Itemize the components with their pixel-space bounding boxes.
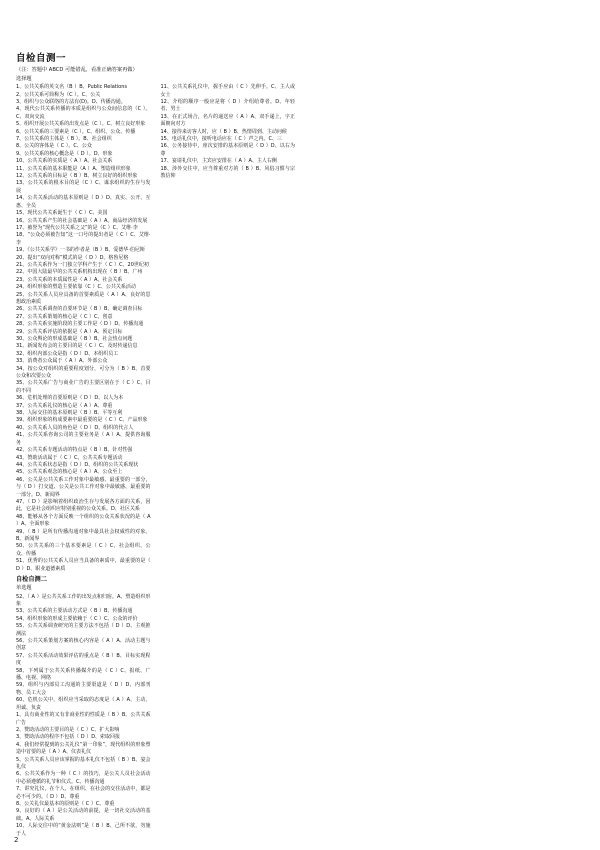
question-item: 24、组织形象的塑造主要依靠（C ）C、公共关系活动 (16, 284, 136, 291)
page-title: 自检自测一 (16, 53, 67, 64)
question-item: 18、“公众必须被告知”这一口号的提出者是（ C ）C、艾维·李 (16, 232, 151, 246)
question-item: 6、公共关系作为一种（ C ）的技巧，是公关人员社会活动中必须遵循的礼节和仪式。C、传播沟通 (16, 771, 151, 785)
question-item: 4、我们经常提到的公关礼仪“第一印象”，现代组织的形象塑造中首要的是（ A ）A、仪表礼仪 (16, 741, 151, 756)
question-item: 5、公共关系人员应该掌握的基本礼仪不包括（ B ）B、宴会礼仪 (16, 756, 151, 770)
question-item: 9、公共关系的核心概念是（ D ）。D、形象 (16, 150, 113, 157)
question-item: 60、危机公关中，组织应当采取的态度是（ A ）A、主动、坦诚、负责 (16, 697, 151, 711)
question-item: 10、人际交往中的“黄金法则”是（ B ）B、己所不欲，勿施于人 (16, 823, 151, 837)
section2-label: 单选题 (16, 585, 32, 591)
question-item: 2、公共关系可简称为（C ）。C、公关 (16, 91, 101, 98)
question-item: 34、按公众对组织的重要程度划分，可分为（ B ）B、首要公众和次要公众 (16, 365, 151, 380)
question-item: 21、公共关系作为一门独立学科产生于（ C ）C、20世纪初 (16, 261, 149, 268)
question-item: 1、具有商业性的又有非商业性的性质是（ B ）B、公共关系广告 (16, 712, 151, 726)
question-item: 4、现代公共关系传播的本质是组织与公众间信息的（C ）。C、双向交流 (16, 106, 151, 120)
title-note: （注：答题中 ABCD 可能错乱，看准正确答案再做） (16, 67, 138, 73)
question-item: 17、宴请礼仪中，主宾应安排在（ A ）A、主人右侧 (160, 158, 277, 165)
question-item: 7、公共关系的主体是（ B ）。B、社会组织 (16, 136, 112, 143)
question-item: 20、提出“双向对称”模式的是（ D ）D、格鲁尼格 (16, 254, 129, 261)
question-item: 45、公共关系观念的核心是（ A ）A、公众至上 (16, 469, 123, 476)
question-item: 57、公共关系活动效果评估的重点是（ B ）B、目标实现程度 (16, 652, 151, 667)
question-item: 17、被誉为“现代公共关系之父”的是（C ）C、艾维·李 (16, 224, 138, 231)
question-item: 43、赞助活动属于（ C ）C、公共关系专题活动 (16, 454, 123, 461)
question-item: 3、赞助活动的程序不包括（ D ）D、索取回报 (16, 734, 121, 741)
question-item: 8、公关的客体是（ C ）。C、公众 (16, 143, 92, 150)
question-item: 42、公共关系专题活动的特点是（ B ）B、针对性强 (16, 447, 133, 454)
question-item: 50、公共关系的三个基本要素是（ C ）C、社会组织、公众、传播 (16, 543, 151, 557)
question-item: 44、公共关系状态是指（ D ）D、组织的公共关系现状 (16, 461, 139, 468)
question-item: 38、人际交往的基本原则是（ B ）B、平等互利 (16, 410, 123, 417)
question-item: 40、公共关系人员的角色是（ D ）D、组织的代言人 (16, 424, 134, 431)
question-item: 47、（ D ）是影响着组织政治生存与发展各方面的关系，因此，它是社会组织应特别重视的公众关系。D、社区关系 (16, 498, 151, 513)
question-item: 7、讲究礼仪，在个人、在组织、在社会的交往活动中，都是必不可少的。（ D ）D、尊重 (16, 786, 151, 800)
question-item: 6、公共关系的三要素是（C ）。C、组织、公众、传播 (16, 128, 136, 135)
question-item: 16、公务接待中，座次安排的基本原则是（ D ）D、以右为尊 (160, 143, 295, 157)
question-item: 31、新闻发布会的主要目的是（ C ）C、及时传递信息 (16, 343, 138, 350)
question-columns (16, 84, 584, 844)
question-item: 12、公共关系的目标是（ B ）B、树立良好的组织形象 (16, 173, 138, 180)
question-item: 22、中国大陆最早的公共关系机构出现在（ B ）B、广州 (16, 269, 143, 276)
question-item: 56、公共关系策划方案的核心内容是（ A ）A、活动主题与创意 (16, 638, 151, 652)
question-item: 26、公共关系调查的首要环节是（ B ）B、确定调查目标 (16, 306, 143, 313)
question-item: 12、介绍的顺序一般应是将（ D ）介绍给尊者。D、年轻者、男士 (160, 99, 295, 113)
question-item: 9、良好的（ A ）是公关活动的前提，是一切社交活动的基础。A、人际关系 (16, 808, 151, 822)
question-item: 2、赞助活动的主要目的是（ C ）C、扩大影响 (16, 726, 120, 733)
question-item: 13、公共关系的根本目的是（C ）C、谋求组织的生存与发展 (16, 180, 151, 194)
question-item: 54、组织形象的形成主要依赖于（ C ）C、公众的评价 (16, 615, 138, 622)
page-number: 2 (14, 836, 19, 844)
question-item: 27、公共关系策划的核心是（ C ）C、创意 (16, 313, 113, 320)
question-item: 33、消费者公众属于（ A ）A、外部公众 (16, 358, 108, 365)
question-item: 5、组织开展公共关系的出发点是（C ）。C、树立良好形象 (16, 121, 146, 128)
question-item: 14、接待来访客人时，应（ B ）B、热情周到、主动问候 (160, 128, 287, 135)
question-item: 49、（ B ）是所有传播沟通对象中最具社会权威性的对象。B、新闻界 (16, 528, 151, 542)
question-item: 48、能够从各个方面反映一个组织的公众关系状况的是（ A ）A、全面形象 (16, 513, 151, 528)
question-item: 28、公共关系实施阶段的主要工作是（ D ）D、传播沟通 (16, 321, 144, 328)
question-item: 46、公关是公共关系工作对象中最敏感、最重要的一部分，与（ D ）打交道、公关是公共工作对象中最敏感、最重要的一部分。D、新闻界 (16, 476, 151, 498)
question-item: 13、在正式场合，名片的递送应（ A ）A、双手递上，字正面朝向对方 (160, 113, 295, 128)
question-item: 32、组织内部公众是指（ D ）D、本组织员工 (16, 350, 119, 357)
question-item: 58、下列属于公共关系传播媒介的是（ C ）C、报纸、广播、电视、网络 (16, 667, 151, 682)
question-item: 16、公共关系产生的社会基础是（ A ）A、商品经济的发展 (16, 217, 148, 224)
question-item: 30、公众舆论的形成基础是（ B ）B、社会热点问题 (16, 336, 133, 342)
question-item: 36、危机处理的首要原则是（ D ）D、以人为本 (16, 395, 124, 402)
question-item: 23、公共关系的本质属性是（ A ）A、社会关系 (16, 276, 123, 283)
question-item: 37、公共关系礼仪的核心是（ A ）A、尊重 (16, 402, 113, 409)
question-item: 53、公共关系的主要活动方式是（ B ）B、传播沟通 (16, 608, 133, 615)
question-item: 51、优秀的公共关系人员应当具备的素质中，最重要的是（ D ）D、职业道德素质 (16, 558, 151, 572)
question-item: 25、公共关系人员应具备的首要素质是（ A ）A、良好的思想政治素质 (16, 291, 151, 305)
page-title-2: 自检自测二 (16, 576, 47, 583)
question-item: 59、组织与内部员工沟通的主要渠道是（ D ）D、内部刊物、员工大会 (16, 682, 151, 696)
question-item: 15、电话礼仪中，接听电话应在（ C ）声之内。C、三 (160, 136, 283, 143)
question-item: 39、组织形象的构成要素中最重要的是（ C ）C、产品形象 (16, 417, 148, 424)
question-item: 41、公共关系咨询公司的主要业务是（ A ）A、提供咨询服务 (16, 432, 151, 446)
question-item: 35、公共关系广告与商业广告的主要区别在于（ C ）C、目的不同 (16, 380, 151, 394)
section1-label: 选择题 (16, 75, 32, 82)
question-item: 52、（ A ）是公共关系工作的出发点和归宿。A、塑造组织形象 (16, 593, 151, 607)
question-item: 8、公关礼仪最基本的原则是（ C ）C、尊重 (16, 800, 115, 807)
question-item: 11、公共关系的基本职能是（A ）A、塑造组织形象 (16, 165, 131, 172)
question-item: 18、涉外交往中，应当尊重对方的（ B ）B、风俗习惯与宗教信仰 (160, 165, 295, 180)
question-item: 14、公共关系活动的基本原则是（ D ）D、真实、公开、互惠、全员 (16, 195, 151, 209)
question-item: 1、公共关系的英文名（B ）B、Public Relations (16, 84, 127, 91)
question-item: 15、现代公共关系诞生于（ C ）C、美国 (16, 210, 108, 217)
question-item: 29、公共关系评估的依据是（ A ）A、预定目标 (16, 328, 123, 335)
question-item: 10、公共关系的实质是（ A ）A、社会关系 (16, 158, 113, 165)
question-item: 3、组织与公众联络的方法有(D)。D、传播沟通。 (16, 99, 126, 105)
question-item: 19、《公共关系学》一书的作者是（B ）B、爱德华·伯尼斯 (16, 247, 145, 254)
question-item: 55、公共关系调查研究的主要方法不包括（ D ）D、主观推测法 (16, 623, 151, 637)
question-item: 11、公共关系礼仪中，握手应由（ C ）先伸手。C、主人或女士 (160, 84, 295, 98)
